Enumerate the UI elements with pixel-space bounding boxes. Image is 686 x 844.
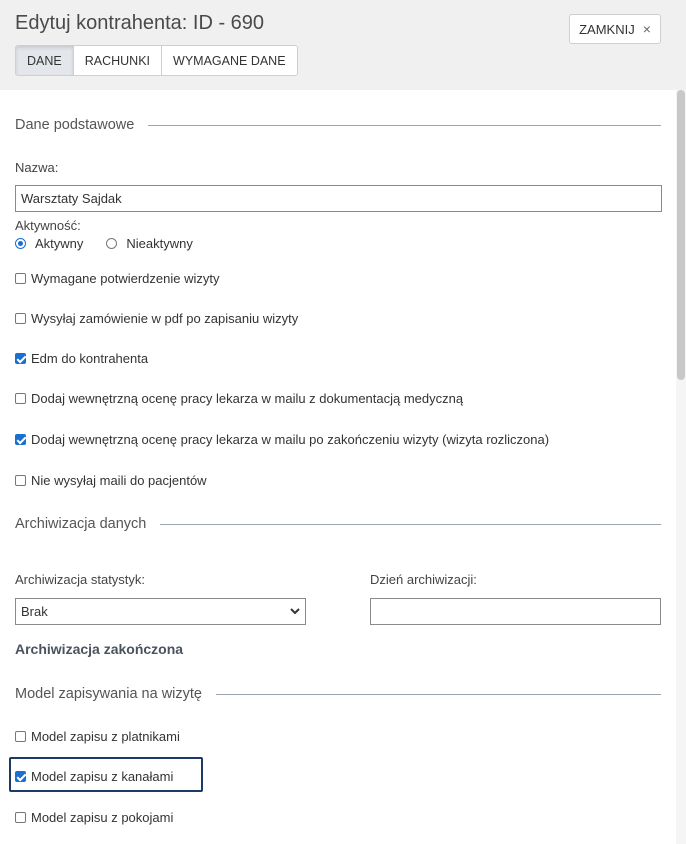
radio-active[interactable]	[15, 238, 26, 249]
dialog-header	[0, 0, 686, 90]
stats-archive-value: Brak	[21, 604, 48, 619]
checkbox-label: Wymagane potwierdzenie wizyty	[31, 271, 220, 286]
checkbox-model-payers[interactable]	[15, 729, 180, 744]
close-button-label: ZAMKNIJ	[579, 21, 635, 37]
checkbox-box[interactable]	[15, 393, 26, 404]
checkbox-box[interactable]	[15, 434, 26, 445]
stats-archive-label: Archiwizacja statystyk:	[15, 572, 146, 587]
checkbox-label: Wysyłaj zamówienie w pdf po zapisaniu wizyty	[31, 311, 299, 326]
checkbox-label: Model zapisu z platnikami	[31, 729, 180, 744]
checkbox-label: Dodaj wewnętrzną ocenę pracy lekarza w mailu po zakończeniu wizyty (wizyta rozliczona)	[31, 432, 550, 447]
archive-day-field[interactable]	[370, 598, 661, 625]
checkbox-box[interactable]	[15, 812, 26, 823]
scrollbar[interactable]	[676, 90, 686, 844]
checkbox-internal-rating-docs[interactable]	[15, 391, 463, 406]
activity-label: Aktywność:	[15, 218, 81, 233]
radio-inactive[interactable]	[106, 238, 117, 249]
tab-rachunki[interactable]: RACHUNKI	[74, 46, 162, 75]
section-booking-model	[15, 686, 661, 702]
checkbox-require-confirmation[interactable]	[15, 271, 219, 286]
activity-radio-group	[15, 236, 193, 251]
radio-inactive-label: Nieaktywny	[126, 236, 193, 251]
tab-dane[interactable]: DANE	[16, 46, 74, 75]
checkbox-label: Model zapisu z pokojami	[31, 810, 174, 825]
section-divider	[148, 125, 661, 126]
checkbox-box[interactable]	[15, 771, 26, 782]
section-divider	[160, 524, 661, 525]
checkbox-box[interactable]	[15, 731, 26, 742]
tab-wymagane-dane[interactable]: WYMAGANE DANE	[162, 46, 297, 75]
checkbox-label: Dodaj wewnętrzną ocenę pracy lekarza w mailu z dokumentacją medyczną	[31, 391, 464, 406]
chevron-down-icon	[289, 605, 301, 617]
checkbox-model-rooms[interactable]	[15, 810, 173, 825]
section-divider	[216, 694, 661, 695]
checkbox-box[interactable]	[15, 353, 26, 364]
radio-active-label: Aktywny	[35, 236, 84, 251]
checkbox-box[interactable]	[15, 475, 26, 486]
section-title: Model zapisywania na wizytę	[15, 686, 202, 702]
page-title: Edytuj kontrahenta: ID - 690	[15, 12, 265, 34]
archive-day-label: Dzień archiwizacji:	[370, 572, 477, 587]
checkbox-no-patient-emails[interactable]	[15, 473, 207, 488]
name-field[interactable]: Warsztaty Sajdak	[15, 185, 662, 212]
section-title: Dane podstawowe	[15, 117, 135, 133]
scrollbar-thumb[interactable]	[677, 90, 685, 380]
checkbox-box[interactable]	[15, 313, 26, 324]
section-archive	[15, 516, 661, 532]
section-title: Archiwizacja danych	[15, 516, 147, 532]
archive-status: Archiwizacja zakończona	[15, 641, 184, 657]
checkbox-internal-rating-after-visit[interactable]	[15, 432, 549, 447]
checkbox-send-pdf-order[interactable]	[15, 311, 298, 326]
close-button[interactable]	[569, 14, 661, 44]
checkbox-box[interactable]	[15, 273, 26, 284]
checkbox-model-channels[interactable]	[15, 769, 173, 784]
stats-archive-select[interactable]	[15, 598, 306, 625]
checkbox-label: Edm do kontrahenta	[31, 351, 149, 366]
section-basic-data	[15, 117, 661, 133]
checkbox-edm-to-contractor[interactable]	[15, 351, 148, 366]
checkbox-label: Nie wysyłaj maili do pacjentów	[31, 473, 207, 488]
close-icon: ×	[642, 21, 651, 37]
checkbox-label: Model zapisu z kanałami	[31, 769, 174, 784]
name-label: Nazwa:	[15, 160, 59, 175]
tab-bar	[15, 45, 298, 76]
